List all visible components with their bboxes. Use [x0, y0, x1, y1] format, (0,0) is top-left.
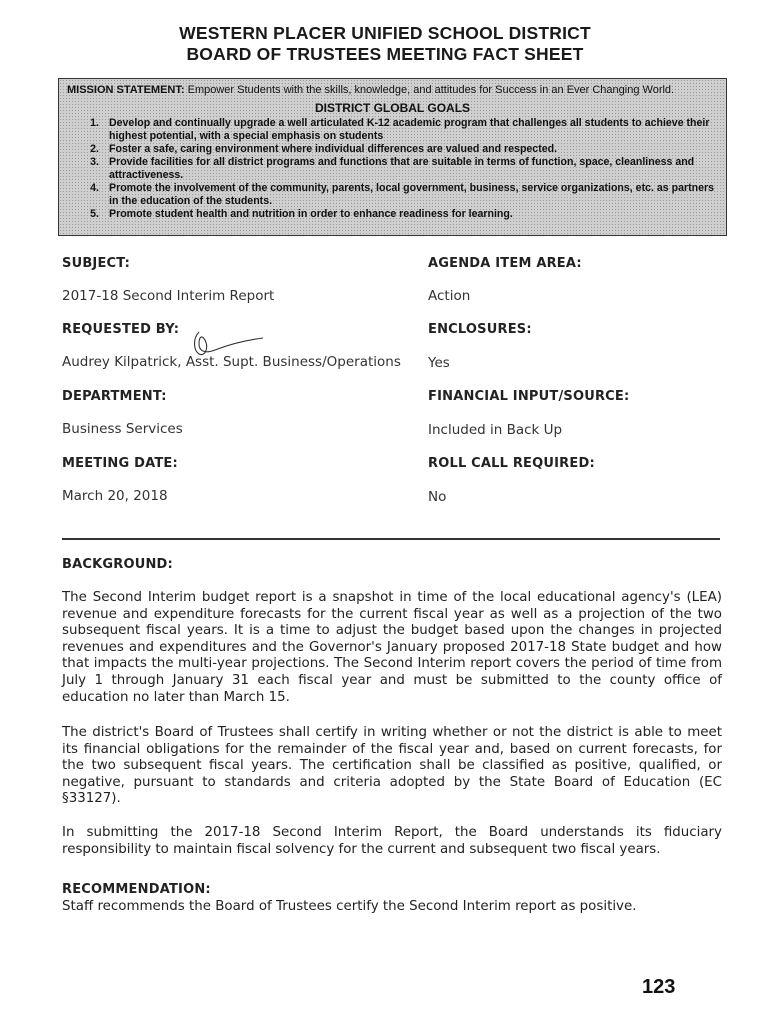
goal-number: 1.	[90, 117, 99, 129]
background-paragraph-3: In submitting the 2017-18 Second Interim Report, the Board understands its fiduciary responsibility to maintain fiscal solvency for the current and subsequent two fiscal years.	[62, 825, 722, 857]
enclosures-value: Yes	[428, 355, 450, 371]
requested-by-value: Audrey Kilpatrick, Asst. Supt. Business/Operations	[62, 354, 401, 370]
mission-statement-text: Empower Students with the skills, knowledge, and attitudes for Success in an Ever Changing World.	[184, 84, 675, 96]
financial-input-label: FINANCIAL INPUT/SOURCE:	[428, 389, 630, 404]
goal-text: Provide facilities for all district programs and functions that are suitable in terms of function, space, cleanliness and attractiveness.	[109, 156, 695, 181]
department-value: Business Services	[62, 421, 183, 437]
goal-number: 2.	[90, 143, 99, 155]
goal-text: Promote student health and nutrition in order to enhance readiness for learning.	[109, 208, 513, 220]
goals-title: DISTRICT GLOBAL GOALS	[314, 101, 471, 115]
enclosures-label: ENCLOSURES:	[428, 322, 532, 337]
goal-item	[81, 208, 717, 221]
recommendation-heading: RECOMMENDATION:	[62, 882, 211, 897]
goal-text: Promote the involvement of the community, parents, local government, business, service organizations, etc. as partners in the education of the students.	[109, 182, 714, 207]
agenda-item-area-label: AGENDA ITEM AREA:	[428, 256, 582, 271]
subject-value: 2017-18 Second Interim Report	[62, 288, 275, 304]
district-title: WESTERN PLACER UNIFIED SCHOOL DISTRICT	[179, 23, 591, 43]
department-label: DEPARTMENT:	[62, 389, 167, 404]
goal-number: 4.	[90, 182, 99, 194]
goal-item	[81, 143, 717, 156]
goal-item	[81, 117, 717, 143]
roll-call-value: No	[428, 489, 447, 505]
goal-text: Develop and continually upgrade a well articulated K-12 academic program that challenges all students to achieve their highest potential, with a special emphasis on students	[109, 117, 710, 142]
goal-text: Foster a safe, caring environment where individual differences are valued and respected.	[109, 143, 558, 155]
background-heading: BACKGROUND:	[62, 557, 173, 572]
mission-statement	[67, 84, 674, 96]
goal-number: 5.	[90, 208, 99, 220]
goal-item	[81, 156, 717, 182]
meeting-date-label: MEETING DATE:	[62, 456, 178, 471]
agenda-item-area-value: Action	[428, 288, 471, 304]
page-number: 123	[642, 976, 676, 998]
meeting-date-value: March 20, 2018	[62, 488, 168, 504]
mission-goals-box	[58, 78, 727, 236]
mission-statement-label: MISSION STATEMENT:	[67, 84, 185, 96]
background-paragraph-2: The district's Board of Trustees shall certify in writing whether or not the district is able to meet its financial obligations for the remainder of the fiscal year and, based on current forecasts, for the two subsequent fiscal years. The certification shall be classified as positive, qualified, or negative, pursuant to standards and criteria adopted by the State Board of Education (EC §33127).	[62, 725, 722, 807]
recommendation-text: Staff recommends the Board of Trustees certify the Second Interim report as positive.	[62, 899, 637, 914]
roll-call-label: ROLL CALL REQUIRED:	[428, 456, 595, 471]
goals-list	[81, 117, 717, 221]
fact-sheet-title: BOARD OF TRUSTEES MEETING FACT SHEET	[186, 44, 584, 64]
goal-number: 3.	[90, 156, 99, 168]
goal-item	[81, 182, 717, 208]
requested-by-label: REQUESTED BY:	[62, 322, 180, 337]
background-paragraph-1: The Second Interim budget report is a snapshot in time of the local educational agency's (LEA) revenue and expenditure forecasts for the current fiscal year as well as a projection of the two subsequent fiscal years. It is a time to adjust the budget based upon the changes in projected revenues and expenditures and the Governor's January proposed 2017-18 State budget and how that impacts the multi-year projections. The Second Interim report covers the period of time from July 1 through January 31 each fiscal year and must be submitted to the county office of education no later than March 15.	[62, 590, 722, 705]
subject-label: SUBJECT:	[62, 256, 131, 271]
section-divider	[62, 538, 720, 540]
financial-input-value: Included in Back Up	[428, 422, 563, 438]
